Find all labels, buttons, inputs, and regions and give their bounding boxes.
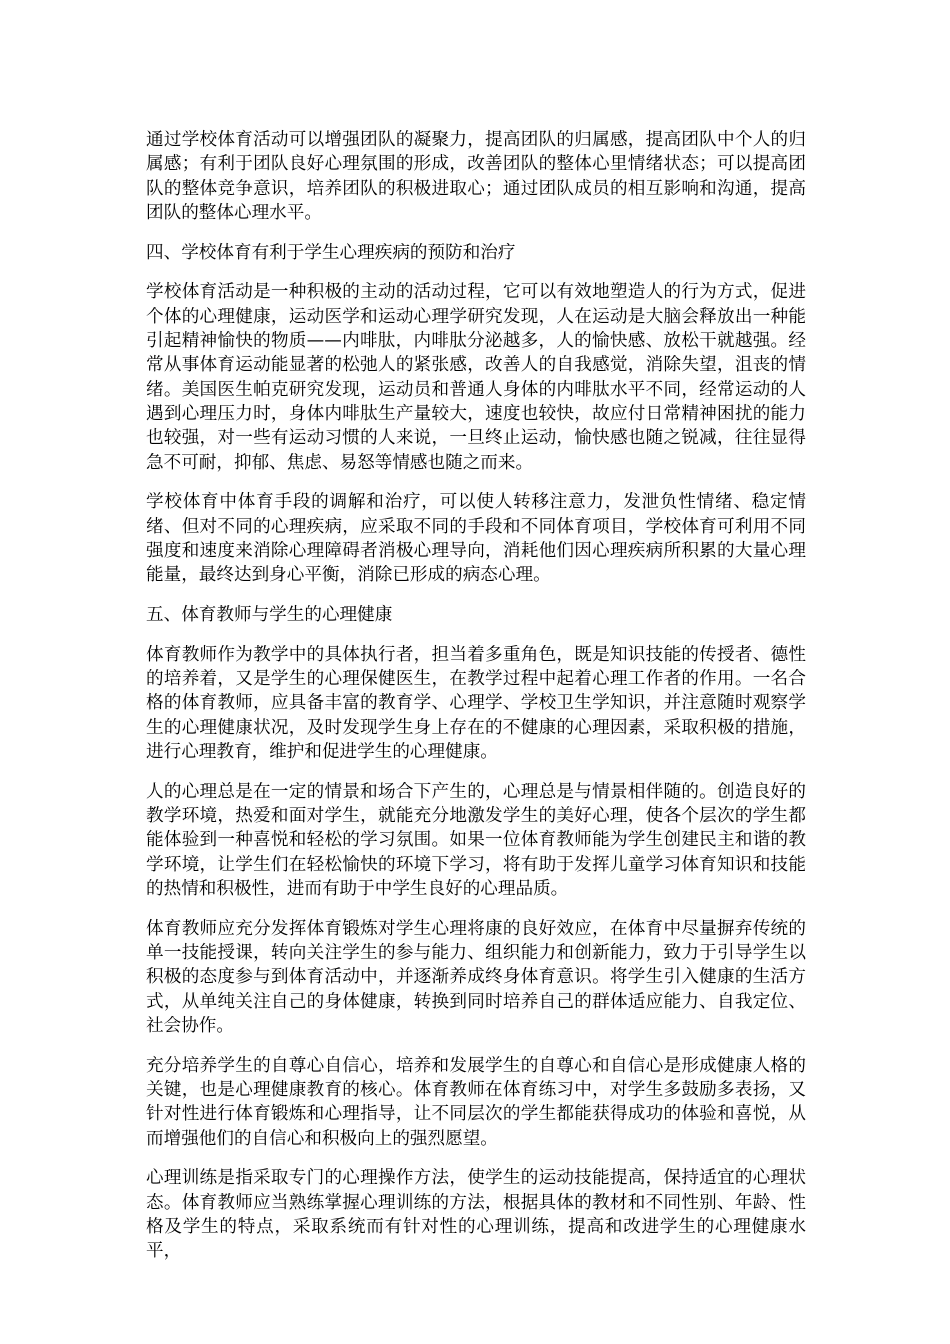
paragraph-treatment: 学校体育中体育手段的调解和治疗，可以使人转移注意力，发泄负性情绪、稳定情绪、但对不同的心理疾病，应采取不同的手段和不同体育项目，学校体育可利用不同强度和速度来消除心理障碍者消极心理导向，消耗他们因心理疾病所积累的大量心理能量，最终达到身心平衡，消除已形成的病态心理。 [146,492,806,586]
section-heading-four: 四、学校体育有利于学生心理疾病的预防和治疗 [146,242,516,263]
section-heading-five: 五、体育教师与学生的心理健康 [146,605,393,626]
paragraph-endorphin: 学校体育活动是一种积极的主动的活动过程，它可以有效地塑造人的行为方式，促进个体的心理健康，运动医学和运动心理学研究发现，人在运动是大脑会释放出一种能引起精神愉快的物质——内啡肽，内啡肽分泌越多，人的愉快感、放松干就越强。经常从事体育运动能显著的松弛人的紧张感，改善人的自我感觉，消除失望，沮丧的情绪。美国医生帕克研究发现，运动员和普通人身体的内啡肽水平不同，经常运动的人遇到心理压力时，身体内啡肽生产量较大，速度也较快，故应付日常精神困扰的能力也较强，对一些有运动习惯的人来说，一旦终止运动，愉快感也随之锐减，往往显得急不可耐，抑郁、焦虑、易怒等情感也随之而来。 [146,282,806,473]
paragraph-mental-training: 心理训练是指采取专门的心理操作方法，使学生的运动技能提高，保持适宜的心理状态。体育教师应当熟练掌握心理训练的方法，根据具体的教材和不同性别、年龄、性格及学生的特点，采取系统而有针对性的心理训练，提高和改进学生的心理健康水平， [146,1168,806,1262]
paragraph-environment: 人的心理总是在一定的情景和场合下产生的，心理总是与情景相伴随的。创造良好的教学环境，热爱和面对学生，就能充分地激发学生的美好心理，使各个层次的学生都能体验到一种喜悦和轻松的学习氛围。如果一位体育教师能为学生创建民主和谐的教学环境，让学生们在轻松愉快的环境下学习，将有助于发挥儿童学习体育知识和技能的热情和积极性，进而有助于中学生良好的心理品质。 [146,781,806,900]
document-page [146,128,806,1279]
paragraph-teacher-role: 体育教师作为教学中的具体执行者，担当着多重角色，既是知识技能的传授者、德性的培养着，又是学生的心理保健医生，在教学过程中起着心理工作者的作用。一名合格的体育教师，应具备丰富的教育学、心理学、学校卫生学知识，并注意随时观察学生的心理健康状况，及时发现学生身上存在的不健康的心理因素，采取积极的措施，进行心理教育，维护和促进学生的心理健康。 [146,644,806,763]
paragraph-team-cohesion: 通过学校体育活动可以增强团队的凝聚力，提高团队的归属感，提高团队中个人的归属感；有利于团队良好心理氛围的形成，改善团队的整体心里情绪状态；可以提高团队的整体竞争意识，培养团队的积极进取心；通过团队成员的相互影响和沟通，提高团队的整体心理水平。 [146,130,806,223]
paragraph-self-esteem: 充分培养学生的自尊心自信心，培养和发展学生的自尊心和自信心是形成健康人格的关键，也是心理健康教育的核心。体育教师在体育练习中，对学生多鼓励多表扬，又针对性进行体育锻炼和心理指导，让不同层次的学生都能获得成功的体验和喜悦，从而增强他们的自信心和积极向上的强烈愿望。 [146,1055,806,1149]
paragraph-lifelong-sports: 体育教师应充分发挥体育锻炼对学生心理将康的良好效应，在体育中尽量摒弃传统的单一技能授课，转向关注学生的参与能力、组织能力和创新能力，致力于引导学生以积极的态度参与到体育活动中，并逐渐养成终身体育意识。将学生引入健康的生活方式，从单纯关注自己的身体健康，转换到同时培养自己的群体适应能力、自我定位、社会协作。 [146,918,806,1036]
